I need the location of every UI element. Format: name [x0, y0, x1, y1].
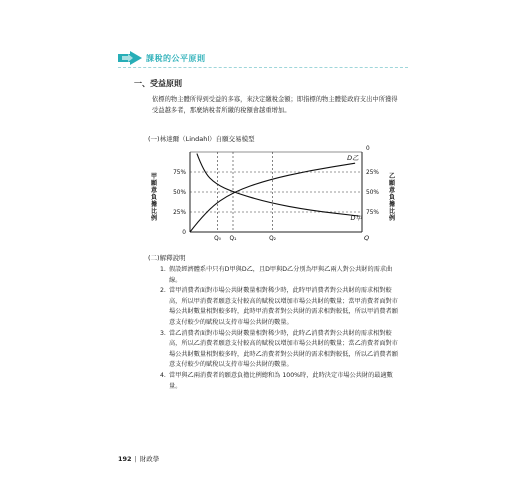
left-axis-label: 比	[150, 208, 158, 215]
left-axis-label: 意	[150, 187, 158, 194]
explain-list	[160, 265, 400, 392]
left-axis-label: 例	[150, 215, 158, 222]
series-label: D甲	[350, 214, 363, 222]
footer-divider: |	[134, 454, 137, 463]
demand-curve-jia	[197, 154, 359, 216]
left-axis-label: 甲	[150, 173, 158, 180]
section-title: 課稅的公平原則	[146, 53, 206, 63]
list-item: 3. 當乙消費者面對市場公共財數量相對稀少時，此時乙消費者對公共財的需求相對較高，所以乙消費者願意支付較高的賦稅以增加市場公共財的數量；當乙消費者面對市場公共財數量相對較多時，此時乙消費者對公共財的需求相對較低，所以乙消費者願意支付較少的賦稅以支持市場公共財的數量。	[160, 329, 398, 369]
series-label: D乙	[347, 154, 359, 163]
page-footer	[118, 454, 159, 463]
left-tick-label: 75%	[173, 170, 186, 176]
left-axis-label: 擔	[150, 201, 158, 208]
left-axis-label: 負	[150, 194, 158, 201]
right-axis-label: 負	[388, 194, 396, 201]
arrow-bullet-icon	[118, 51, 142, 65]
left-tick-label: 25%	[173, 210, 186, 216]
right-axis-label: 意	[388, 187, 396, 194]
right-tick-label: 50%	[366, 190, 379, 196]
list-item: 1. 假設經濟體系中只有D甲與D乙，且D甲與D乙分別為甲與乙兩人對公共財的需求曲線。	[160, 266, 393, 284]
list-item: 4. 當甲與乙兩消費者的願意負擔比例總和為 100%時，此時決定市場公共財的最適數量。	[160, 371, 393, 390]
intro-paragraph: 依標的物主體所得到受益的多寡，來決定繳稅金額；即指標的物主體從政府支出中所獲得受益越多者，那麼納稅者所繳的稅額會越重增加。	[152, 96, 398, 114]
right-tick-label: 0	[366, 146, 370, 152]
left-tick-label: 0	[182, 230, 186, 236]
section-divider	[118, 67, 408, 68]
right-axis-label: 比	[388, 208, 396, 215]
right-tick-label: 25%	[366, 170, 379, 176]
list-item: 2. 當甲消費者面對市場公共財數量相對稀少時，此時甲消費者對公共財的需求相對較高，所以甲消費者願意支付較高的賦稅以增加市場公共財的數量；當甲消費者面對市場公共財數量相對較多時，此時甲消費者對公共財的需求相對較低，所以甲消費者願意支付較少的賦稅以支持市場公共財的數量。	[160, 287, 398, 326]
left-tick-label: 50%	[173, 190, 186, 196]
principle-heading: 一、受益原則	[134, 79, 182, 88]
book-title: 財政學	[139, 455, 160, 463]
left-axis-label: 願	[150, 180, 158, 187]
right-tick-label: 75%	[366, 210, 379, 216]
right-axis-label: 乙	[388, 173, 396, 180]
x-tick-label: Q₁	[229, 236, 237, 242]
right-axis-label: 擔	[388, 201, 396, 208]
x-tick-label: Q₂	[269, 236, 277, 242]
model-title: (一)林達爾（Lindahl）自願交易模型	[148, 135, 255, 143]
x-tick-label: Q₀	[214, 236, 221, 242]
right-axis-label: 願	[388, 180, 396, 187]
section-header	[118, 50, 206, 66]
x-axis-label: Q	[364, 234, 370, 242]
page-number: 192	[118, 454, 132, 463]
explain-title: (二)解釋說明	[148, 254, 186, 262]
right-axis-label: 例	[388, 215, 396, 222]
lindahl-chart	[130, 140, 400, 250]
